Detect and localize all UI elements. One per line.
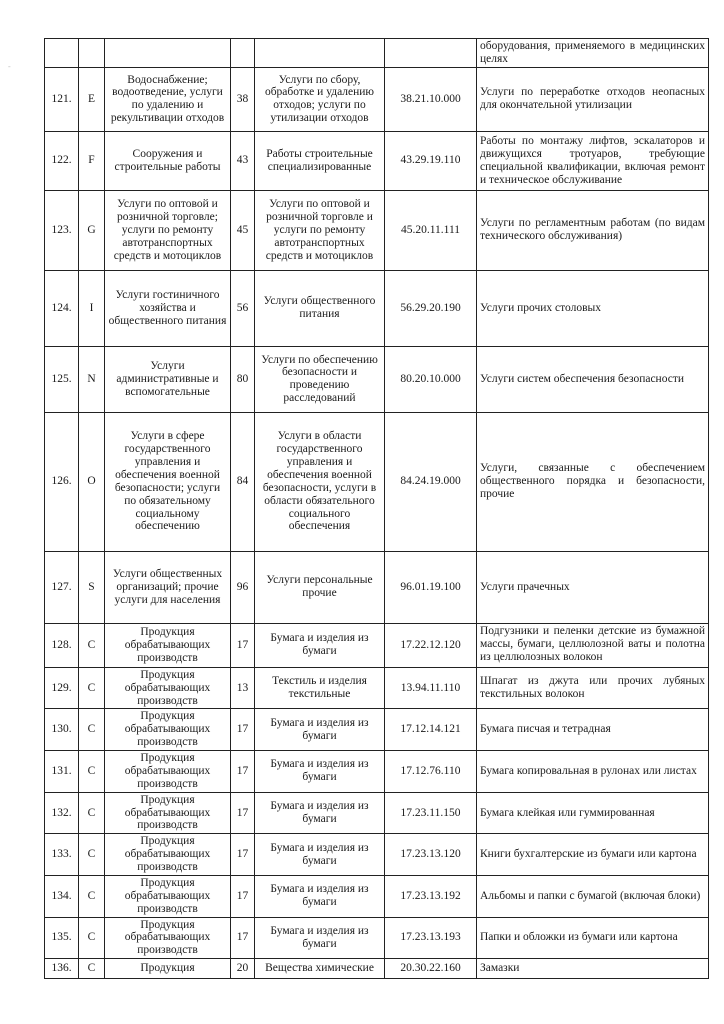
cell-number: 133. bbox=[45, 834, 79, 876]
cell-description: Услуги систем обеспечения безопасности bbox=[477, 346, 709, 412]
table-row bbox=[45, 190, 709, 270]
cell-section: C bbox=[79, 834, 105, 876]
cell-section: C bbox=[79, 667, 105, 709]
table-row bbox=[45, 623, 709, 667]
cell-code: 20.30.22.160 bbox=[385, 959, 477, 979]
cell-class-name: Бумага и изделия из бумаги bbox=[255, 623, 385, 667]
cell-class-name: Бумага и изделия из бумаги bbox=[255, 834, 385, 876]
cell-class-name: Вещества химические bbox=[255, 959, 385, 979]
cell-class-name: Услуги в области государственного управления и обеспечения военной безопасности, услуги в области обязательного социального обеспечения bbox=[255, 412, 385, 551]
table-row bbox=[45, 834, 709, 876]
cell-class-name: Бумага и изделия из бумаги bbox=[255, 875, 385, 917]
cell-number: 134. bbox=[45, 875, 79, 917]
cell-section-name: Продукция обрабатывающих производств bbox=[105, 667, 231, 709]
cell-section-name: Услуги по оптовой и розничной торговле; услуги по ремонту автотранспортных средств и мотоциклов bbox=[105, 190, 231, 270]
cell-section-name: Продукция обрабатывающих производств bbox=[105, 834, 231, 876]
cell-number: 130. bbox=[45, 709, 79, 751]
cell-number: 122. bbox=[45, 131, 79, 190]
cell-section-name: Услуги административные и вспомогательные bbox=[105, 346, 231, 412]
cell-class: 17 bbox=[231, 792, 255, 834]
cell-class: 45 bbox=[231, 190, 255, 270]
cell-section: C bbox=[79, 875, 105, 917]
cell-class: 96 bbox=[231, 551, 255, 623]
cell-section-name: Продукция обрабатывающих производств bbox=[105, 917, 231, 959]
cell-class bbox=[231, 39, 255, 68]
cell-number bbox=[45, 39, 79, 68]
cell-section: N bbox=[79, 346, 105, 412]
cell-section: C bbox=[79, 792, 105, 834]
cell-section-name: Продукция обрабатывающих производств bbox=[105, 623, 231, 667]
cell-description: Услуги по переработке отходов неопасных для окончательной утилизации bbox=[477, 67, 709, 131]
cell-class: 17 bbox=[231, 875, 255, 917]
cell-description: Книги бухгалтерские из бумаги или картона bbox=[477, 834, 709, 876]
cell-class: 56 bbox=[231, 270, 255, 346]
table-row bbox=[45, 751, 709, 793]
cell-number: 125. bbox=[45, 346, 79, 412]
cell-code: 17.23.13.120 bbox=[385, 834, 477, 876]
cell-section-name: Водоснабжение; водоотведение, услуги по удалению и рекультивации отходов bbox=[105, 67, 231, 131]
cell-section-name: Продукция bbox=[105, 959, 231, 979]
table-row bbox=[45, 709, 709, 751]
cell-section: E bbox=[79, 67, 105, 131]
cell-class-name: Услуги по сбору, обработке и удалению отходов; услуги по утилизации отходов bbox=[255, 67, 385, 131]
cell-number: 136. bbox=[45, 959, 79, 979]
cell-code: 80.20.10.000 bbox=[385, 346, 477, 412]
cell-section-name: Продукция обрабатывающих производств bbox=[105, 751, 231, 793]
cell-code: 45.20.11.111 bbox=[385, 190, 477, 270]
cell-code: 17.12.76.110 bbox=[385, 751, 477, 793]
table-row bbox=[45, 875, 709, 917]
cell-class: 17 bbox=[231, 751, 255, 793]
cell-section-name: Продукция обрабатывающих производств bbox=[105, 709, 231, 751]
cell-code: 17.23.11.150 bbox=[385, 792, 477, 834]
table-row bbox=[45, 959, 709, 979]
cell-number: 131. bbox=[45, 751, 79, 793]
cell-code: 13.94.11.110 bbox=[385, 667, 477, 709]
cell-number: 132. bbox=[45, 792, 79, 834]
cell-class: 80 bbox=[231, 346, 255, 412]
cell-description: Замазки bbox=[477, 959, 709, 979]
cell-section bbox=[79, 39, 105, 68]
cell-number: 135. bbox=[45, 917, 79, 959]
cell-description: Шпагат из джута или прочих лубяных текстильных волокон bbox=[477, 667, 709, 709]
cell-description: Папки и обложки из бумаги или картона bbox=[477, 917, 709, 959]
cell-class: 20 bbox=[231, 959, 255, 979]
cell-section-name: Услуги общественных организаций; прочие услуги для населения bbox=[105, 551, 231, 623]
cell-code: 17.22.12.120 bbox=[385, 623, 477, 667]
cell-class-name bbox=[255, 39, 385, 68]
cell-section: C bbox=[79, 709, 105, 751]
cell-section: O bbox=[79, 412, 105, 551]
cell-class-name: Бумага и изделия из бумаги bbox=[255, 792, 385, 834]
cell-number: 129. bbox=[45, 667, 79, 709]
table-row bbox=[45, 346, 709, 412]
cell-class: 38 bbox=[231, 67, 255, 131]
table-row bbox=[45, 917, 709, 959]
table-row bbox=[45, 792, 709, 834]
cell-class-name: Бумага и изделия из бумаги bbox=[255, 917, 385, 959]
cell-class: 13 bbox=[231, 667, 255, 709]
cell-description: Услуги прачечных bbox=[477, 551, 709, 623]
cell-code: 17.23.13.192 bbox=[385, 875, 477, 917]
table-row bbox=[45, 270, 709, 346]
cell-number: 128. bbox=[45, 623, 79, 667]
cell-section: C bbox=[79, 751, 105, 793]
cell-class-name: Бумага и изделия из бумаги bbox=[255, 709, 385, 751]
table-row bbox=[45, 667, 709, 709]
cell-class: 43 bbox=[231, 131, 255, 190]
cell-description: Услуги по регламентным работам (по видам технического обслуживания) bbox=[477, 190, 709, 270]
cell-code: 17.12.14.121 bbox=[385, 709, 477, 751]
cell-class-name: Работы строительные специализированные bbox=[255, 131, 385, 190]
cell-number: 127. bbox=[45, 551, 79, 623]
cell-description: Подгузники и пеленки детские из бумажной массы, бумаги, целлюлозной ваты и полотна из целлюлозных волокон bbox=[477, 623, 709, 667]
cell-class-name: Текстиль и изделия текстильные bbox=[255, 667, 385, 709]
cell-class: 17 bbox=[231, 709, 255, 751]
table-row bbox=[45, 67, 709, 131]
cell-description: Услуги прочих столовых bbox=[477, 270, 709, 346]
table-row bbox=[45, 551, 709, 623]
cell-section-name: Продукция обрабатывающих производств bbox=[105, 875, 231, 917]
cell-description: Бумага копировальная в рулонах или листах bbox=[477, 751, 709, 793]
cell-section-name: Сооружения и строительные работы bbox=[105, 131, 231, 190]
cell-section: C bbox=[79, 623, 105, 667]
cell-section: S bbox=[79, 551, 105, 623]
cell-code: 38.21.10.000 bbox=[385, 67, 477, 131]
cell-description: Услуги, связанные с обеспечением общественного порядка и безопасности, прочие bbox=[477, 412, 709, 551]
scan-mark: - bbox=[8, 62, 11, 71]
cell-description: Бумага писчая и тетрадная bbox=[477, 709, 709, 751]
cell-number: 123. bbox=[45, 190, 79, 270]
cell-code: 43.29.19.110 bbox=[385, 131, 477, 190]
cell-class: 17 bbox=[231, 834, 255, 876]
cell-description: Бумага клейкая или гуммированная bbox=[477, 792, 709, 834]
registry-table-body bbox=[45, 39, 709, 979]
cell-description: Альбомы и папки с бумагой (включая блоки) bbox=[477, 875, 709, 917]
cell-class-name: Услуги по оптовой и розничной торговле и услуги по ремонту автотранспортных средств и мотоциклов bbox=[255, 190, 385, 270]
cell-description: оборудования, применяемого в медицинских целях bbox=[477, 39, 709, 68]
cell-section: C bbox=[79, 959, 105, 979]
table-row-continuation bbox=[45, 39, 709, 68]
table-row bbox=[45, 412, 709, 551]
registry-table bbox=[44, 38, 709, 979]
cell-code: 56.29.20.190 bbox=[385, 270, 477, 346]
cell-code bbox=[385, 39, 477, 68]
cell-number: 124. bbox=[45, 270, 79, 346]
cell-section: C bbox=[79, 917, 105, 959]
cell-class: 17 bbox=[231, 623, 255, 667]
cell-section-name bbox=[105, 39, 231, 68]
cell-section-name: Услуги в сфере государственного управления и обеспечения военной безопасности; услуги по обязательному социальному обеспечению bbox=[105, 412, 231, 551]
cell-description: Работы по монтажу лифтов, эскалаторов и движущихся тротуаров, требующие специальной квалификации, включая ремонт и техническое обслуживание bbox=[477, 131, 709, 190]
cell-class: 17 bbox=[231, 917, 255, 959]
cell-class: 84 bbox=[231, 412, 255, 551]
cell-section: I bbox=[79, 270, 105, 346]
cell-number: 126. bbox=[45, 412, 79, 551]
cell-section-name: Продукция обрабатывающих производств bbox=[105, 792, 231, 834]
cell-section-name: Услуги гостиничного хозяйства и общественного питания bbox=[105, 270, 231, 346]
cell-code: 96.01.19.100 bbox=[385, 551, 477, 623]
cell-number: 121. bbox=[45, 67, 79, 131]
cell-class-name: Услуги общественного питания bbox=[255, 270, 385, 346]
cell-code: 84.24.19.000 bbox=[385, 412, 477, 551]
cell-code: 17.23.13.193 bbox=[385, 917, 477, 959]
cell-section: G bbox=[79, 190, 105, 270]
cell-class-name: Услуги по обеспечению безопасности и проведению расследований bbox=[255, 346, 385, 412]
table-row bbox=[45, 131, 709, 190]
cell-class-name: Бумага и изделия из бумаги bbox=[255, 751, 385, 793]
cell-class-name: Услуги персональные прочие bbox=[255, 551, 385, 623]
cell-section: F bbox=[79, 131, 105, 190]
